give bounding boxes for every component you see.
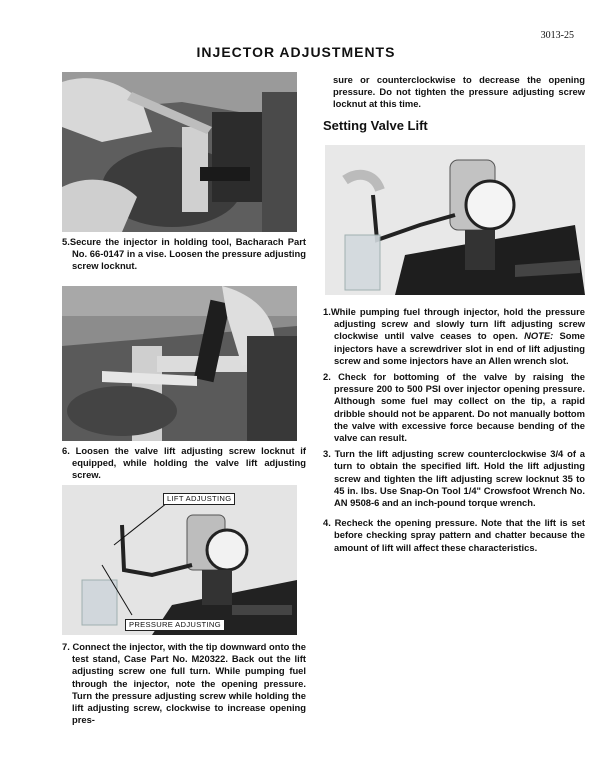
page-title: INJECTOR ADJUSTMENTS [196,44,396,60]
photo-setting-valve-lift [325,145,585,295]
list-item: 3. Turn the lift adjusting screw counterclockwise 3/4 of a turn to obtain the specified lift. Hold the lift adjusting screw and tighten the lift adjusting screw locknut 35 to 45 in. lbs. Use Snap-On Tool 1/4" Crowsfoot Wrench No. AN 9508-6 and an inch-pound torque wrench. [323,448,585,509]
photo-injector-in-vise [62,72,297,232]
page-number: 3013-25 [540,30,574,41]
caption-step-7: 7. Connect the injector, with the tip downward onto the test stand, Case Part No. M20322. Back out the lift adjusting screw one full turn. While pumping fuel through the injector, note the opening pressure. Turn the pressure adjusting screw while holding the lift adjusting screw, clockwise to increase opening pres- [62,641,306,726]
label-lift-adjusting: LIFT ADJUSTING [163,493,235,505]
photo-test-stand-labeled [62,485,297,635]
list-item: 2. Check for bottoming of the valve by raising the pressure 200 to 500 PSI over injector opening pressure. Although some fuel may collect on the tip, a rapid dribble should not be apparent. Do not manually bottom the valve with excessive force because bending of the valve can result. [323,371,586,444]
continued-text: sure or counterclockwise to decrease the opening pressure. Do not tighten the pressure adjusting screw locknut at this time. [333,74,585,110]
label-pressure-adjusting: PRESSURE ADJUSTING [125,619,225,631]
list-item: 4. Recheck the opening pressure. Note that the lift is set before checking spray pattern and chatter because the amount of lift will affect these characteristics. [323,517,585,553]
valve-lift-steps [323,306,585,558]
photo-loosen-locknut [62,286,297,441]
list-item: 1.While pumping fuel through injector, hold the pressure adjusting screw and slowly turn lift adjusting screw clockwise until valve ceases to open. NOTE: Some injectors have a screwdriver slot in end of lift adjusting screw and some injectors have an Allen wrench slot. [323,306,585,366]
section-heading: Setting Valve Lift [323,118,428,133]
caption-step-6: 6. Loosen the valve lift adjusting screw locknut if equipped, while holding the valve lift adjusting screw. [62,445,306,481]
caption-step-5: 5.Secure the injector in holding tool, Bacharach Part No. 66-0147 in a vise. Loosen the pressure adjusting screw locknut. [62,236,306,272]
